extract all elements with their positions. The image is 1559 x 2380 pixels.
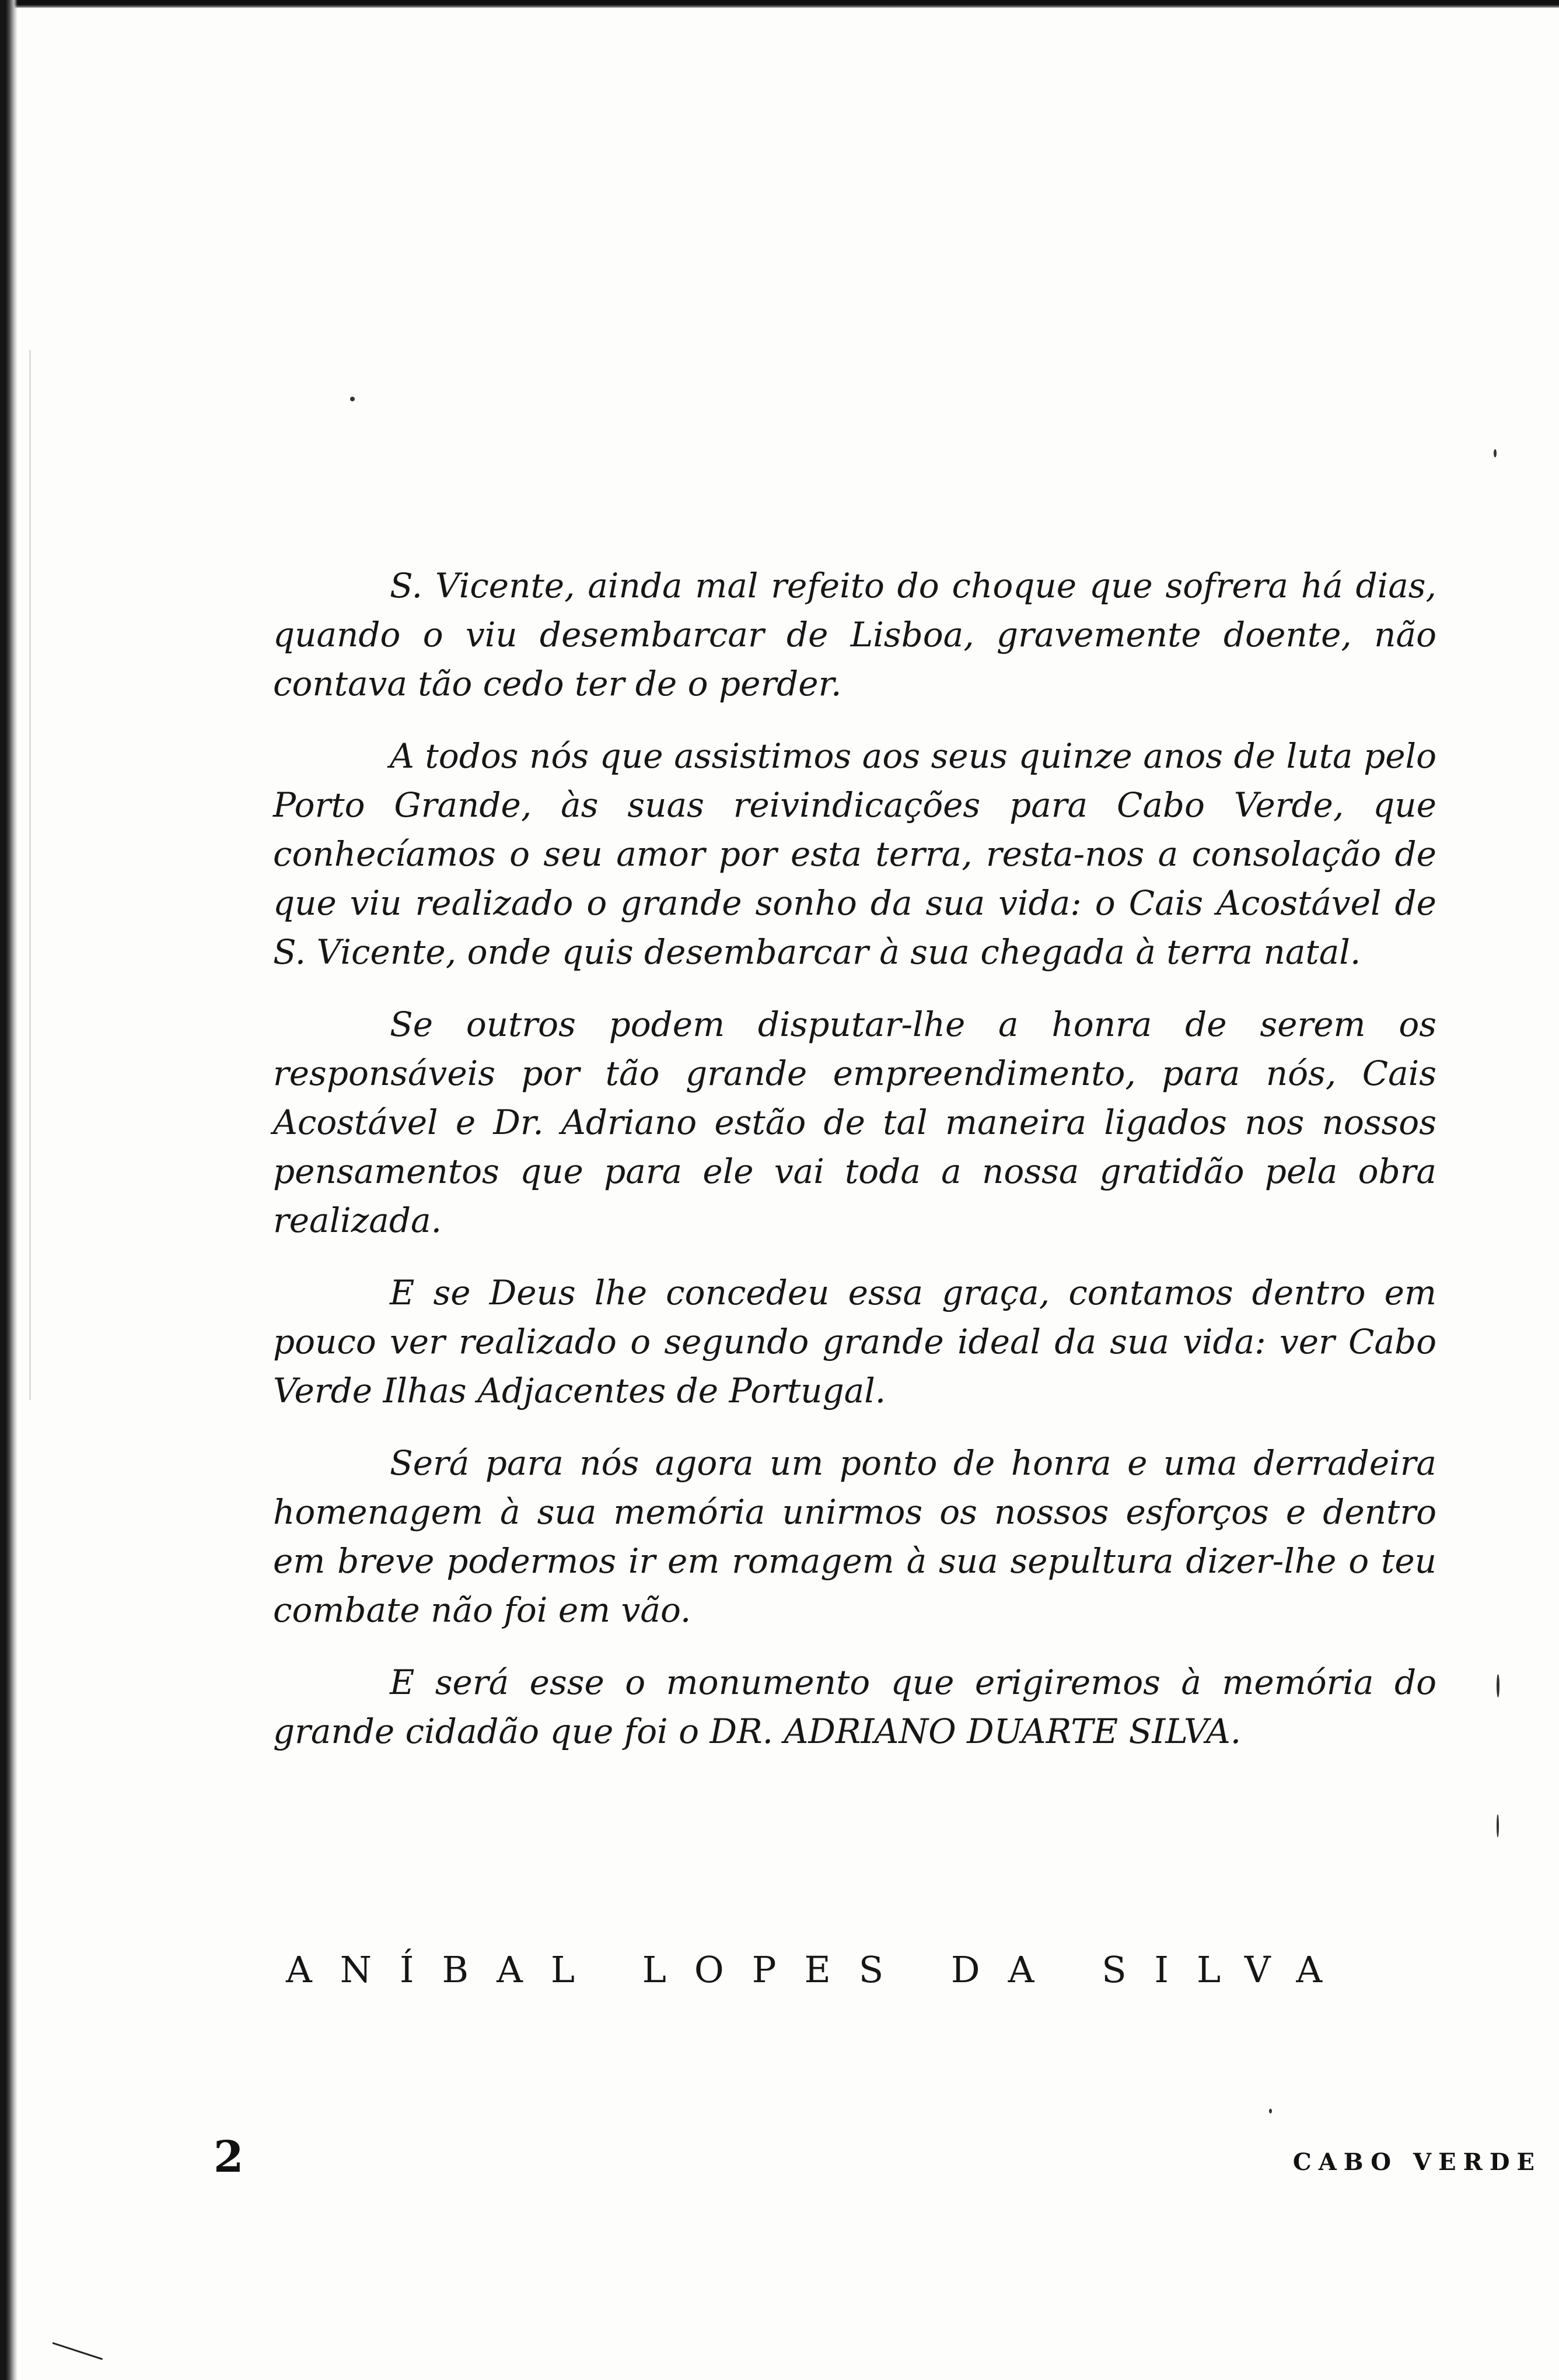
scan-speck bbox=[1494, 449, 1497, 457]
scan-edge-left bbox=[0, 0, 18, 2380]
paragraph: S. Vicente, ainda mal refeito do choque que sofrera há dias, quando o viu desembarcar de Lisboa, gravemente doente, não contava tão cedo ter de o perder. bbox=[273, 566, 1436, 704]
scan-corner-mark bbox=[53, 2342, 103, 2360]
article-body bbox=[273, 561, 1436, 1756]
paragraph: E se Deus lhe concedeu essa graça, contamos dentro em pouco ver realizado o segundo grande ideal da sua vida: ver Cabo Verde Ilhas Adjacentes de Portugal. bbox=[273, 1273, 1436, 1410]
paragraph: E será esse o monumento que erigiremos à memória do grande cidadão que foi o DR. ADRIANO DUARTE SILVA. bbox=[273, 1662, 1436, 1751]
paragraph: A todos nós que assistimos aos seus quinze anos de luta pelo Porto Grande, às suas reivindicações para Cabo Verde, que conhecíamos o seu amor por esta terra, resta-nos a consolação de que viu realizado o grande sonho da sua vida: o Cais Acostável de S. Vicente, onde quis desembarcar à sua chegada à terra natal. bbox=[273, 736, 1436, 972]
page-number: 2 bbox=[214, 2132, 244, 2182]
paragraph: Será para nós agora um ponto de honra e uma derradeira homenagem à sua memória unirmos os nossos esforços e dentro em breve podermos ir em romagem à sua sepultura dizer-lhe o teu combate não foi em vão. bbox=[273, 1443, 1436, 1630]
scan-edge-fleck bbox=[29, 350, 31, 1400]
scan-speck bbox=[1497, 1674, 1499, 1698]
running-title: CABO VERDE bbox=[1292, 2148, 1541, 2176]
paragraph: Se outros podem disputar-lhe a honra de serem os responsáveis por tão grande empreendimento, para nós, Cais Acostável e Dr. Adriano estão de tal maneira ligados nos nossos pensamentos que para ele vai toda a nossa gratidão pela obra realizada. bbox=[273, 1005, 1436, 1240]
scan-speck bbox=[1497, 1814, 1499, 1838]
scan-speck bbox=[350, 397, 355, 401]
scan-edge-top bbox=[0, 0, 1559, 8]
author-signature: ANÍBAL LOPES DA SILVA bbox=[286, 1948, 1351, 1991]
scan-speck bbox=[1269, 2109, 1272, 2113]
